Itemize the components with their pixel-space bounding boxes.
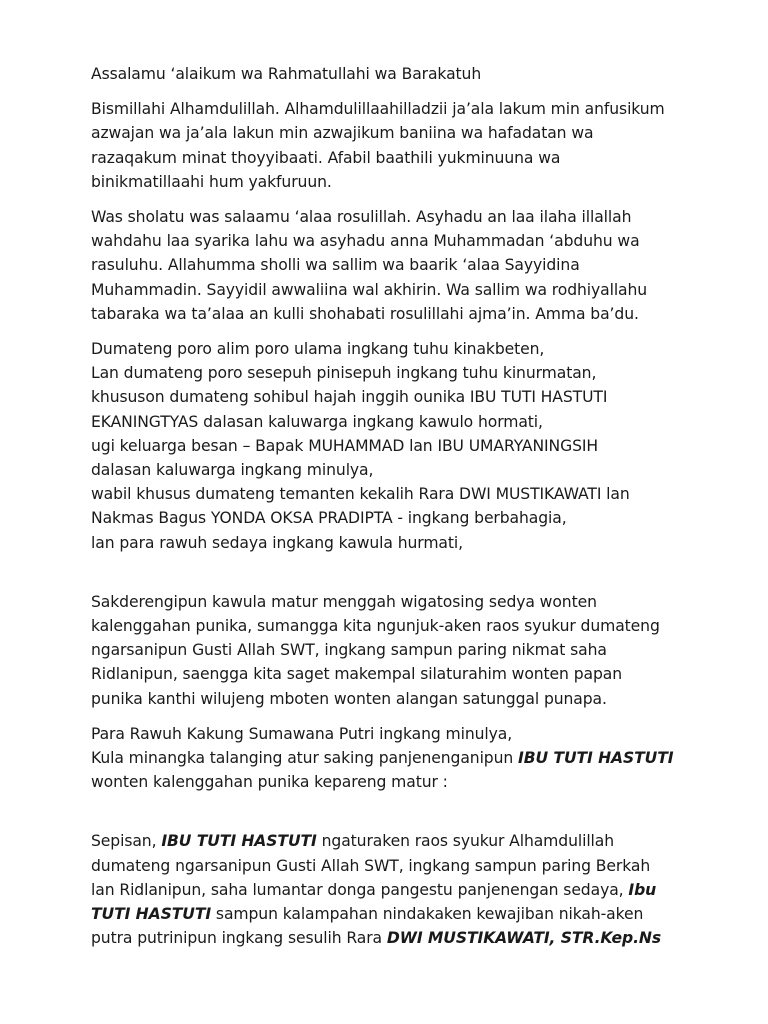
emphasis-name: TUTI HASTUTI <box>91 905 212 924</box>
text-run: putra putrinipun ingkang sesulih Rara <box>91 929 387 948</box>
text-line: dumateng ngarsanipun Gusti Allah SWT, ingkang sampun paring Berkah <box>91 856 651 875</box>
emphasis-name: Ibu <box>628 880 657 899</box>
text-line: razaqakum minat thoyyibaati. Afabil baathili yukminuuna wa <box>91 148 561 167</box>
paragraph-gratitude <box>91 590 741 711</box>
text-line: ugi keluarga besan – Bapak MUHAMMAD lan IBU UMARYANINGSIH <box>91 436 599 455</box>
text-line: Muhammadin. Sayyidil awwaliina wal akhirin. Wa sallim wa rodhiyallahu <box>91 280 648 299</box>
greeting-line: Assalamu ‘alaikum wa Rahmatullahi wa Barakatuh <box>91 65 482 83</box>
text-line <box>91 829 741 853</box>
text-line: dalasan kaluwarga ingkang minulya, <box>91 461 374 480</box>
text-line: wonten kalenggahan punika kepareng matur : <box>91 773 448 792</box>
text-line: tabaraka wa ta’alaa an kulli shohabati rosulillahi ajma’in. Amma ba’du. <box>91 304 639 323</box>
greeting <box>91 62 741 86</box>
text-line: ngarsanipun Gusti Allah SWT, ingkang sampun paring nikmat saha <box>91 641 607 660</box>
text-line: Sakderengipun kawula matur menggah wigatosing sedya wonten <box>91 592 597 611</box>
paragraph-introduction <box>91 722 741 795</box>
document-body <box>91 62 741 962</box>
emphasis-name: DWI MUSTIKAWATI, STR.Kep.Ns <box>386 929 662 948</box>
text-line: Was sholatu was salaamu ‘alaa rosulillah. Asyhadu an laa ilaha illallah <box>91 208 632 227</box>
text-line <box>91 746 741 770</box>
text-line: lan para rawuh sedaya ingkang kawula hurmati, <box>91 533 463 552</box>
text-line: azwajan wa ja’ala lakun min azwajikum baniina wa hafadatan wa <box>91 124 594 143</box>
text-line: khususon dumateng sohibul hajah inggih ounika IBU TUTI HASTUTI <box>91 388 608 407</box>
text-line <box>91 902 741 926</box>
text-run: ngaturaken raos syukur Alhamdulillah <box>316 832 615 851</box>
text-line: EKANINGTYAS dalasan kaluwarga ingkang kawulo hormati, <box>91 412 543 431</box>
emphasis-name: IBU TUTI HASTUTI <box>518 749 674 768</box>
text-line: Para Rawuh Kakung Sumawana Putri ingkang minulya, <box>91 724 513 743</box>
paragraph-sholawat <box>91 205 741 326</box>
text-line: Bismillahi Alhamdulillah. Alhamdulillaahilladzii ja’ala lakum min anfusikum <box>91 100 665 119</box>
emphasis-name: IBU TUTI HASTUTI <box>161 832 317 851</box>
text-line: kalenggahan punika, sumangga kita ngunjuk-aken raos syukur dumateng <box>91 617 660 636</box>
text-line <box>91 878 741 902</box>
text-run: lan Ridlanipun, saha lumantar donga pangestu panjenengan sedaya, <box>91 880 629 899</box>
text-line: wahdahu laa syarika lahu wa asyhadu anna Muhammadan ‘abduhu wa <box>91 232 640 251</box>
paragraph-opening-prayer <box>91 97 741 194</box>
text-line: rasuluhu. Allahumma sholli wa sallim wa baarik ‘alaa Sayyidina <box>91 256 580 275</box>
paragraph-first-point <box>91 829 741 950</box>
blank-line <box>91 805 741 829</box>
text-line: Dumateng poro alim poro ulama ingkang tuhu kinakbeten, <box>91 340 545 359</box>
text-line: Nakmas Bagus YONDA OKSA PRADIPTA - ingkang berbahagia, <box>91 509 567 528</box>
text-line: punika kanthi wilujeng mboten wonten alangan satunggal punapa. <box>91 689 607 708</box>
text-run: Kula minangka talanging atur saking panjenenganipun <box>91 749 519 768</box>
text-run: Sepisan, <box>91 832 162 851</box>
text-line: wabil khusus dumateng temanten kekalih Rara DWI MUSTIKAWATI lan <box>91 485 630 504</box>
text-run: sampun kalampahan nindakaken kewajiban nikah-aken <box>211 905 644 924</box>
text-line: Lan dumateng poro sesepuh pinisepuh ingkang tuhu kinurmatan, <box>91 364 597 383</box>
text-line <box>91 926 741 950</box>
blank-line <box>91 566 741 590</box>
text-line: binikmatillaahi hum yakfuruun. <box>91 172 332 191</box>
paragraph-salutations <box>91 337 741 555</box>
text-line: Ridlanipun, saengga kita saget makempal silaturahim wonten papan <box>91 665 622 684</box>
